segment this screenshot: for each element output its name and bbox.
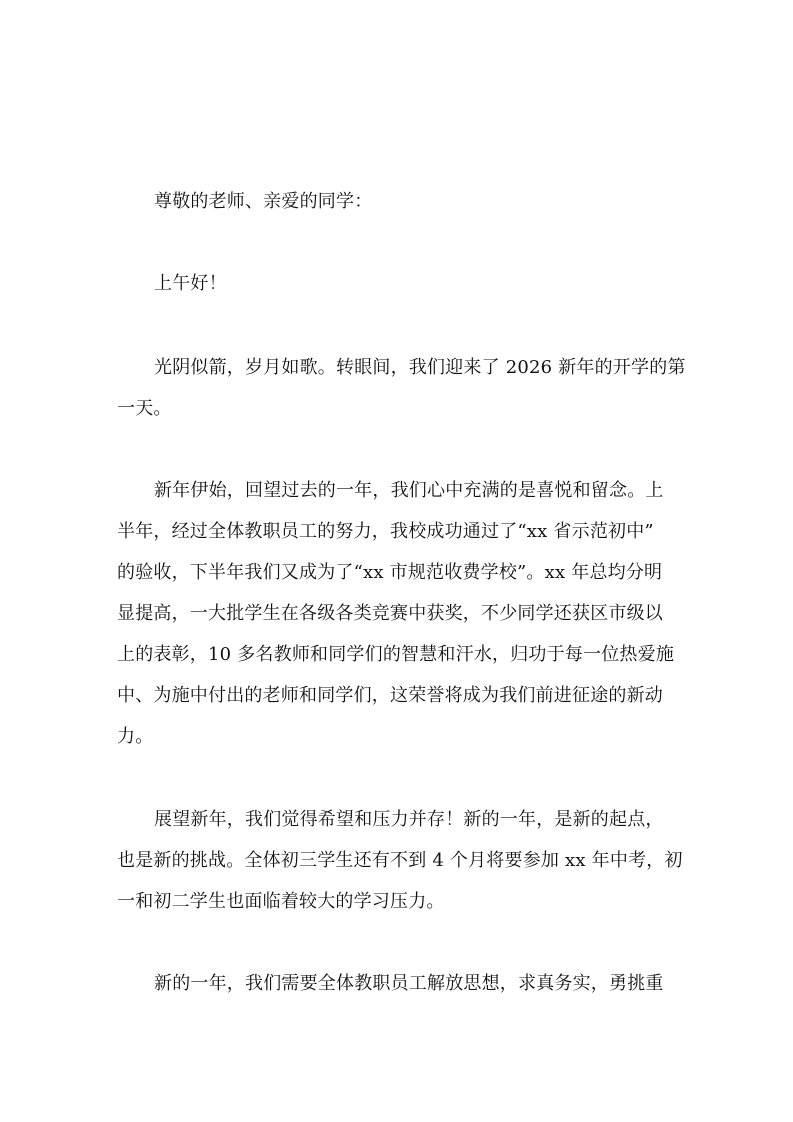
paragraph-line: 新年伊始，回望过去的一年，我们心中充满的是喜悦和留念。上 (154, 480, 664, 501)
paragraph-line: 光阴似箭，岁月如歌。转眼间，我们迎来了 2026 新年的开学的第 (154, 357, 686, 378)
paragraph-line: 的验收，下半年我们又成为了“xx 市规范收费学校”。xx 年总均分明 (117, 562, 663, 583)
paragraph-line: 中、为施中付出的老师和同学们，这荣誉将成为我们前进征途的新动 (117, 685, 663, 706)
paragraph-line: 显提高，一大批学生在各级各类竞赛中获奖，不少同学还获区市级以 (117, 603, 663, 624)
paragraph-line: 新的一年，我们需要全体教职员工解放思想，求真务实，勇挑重 (154, 973, 664, 994)
paragraph-line: 一和初二学生也面临着较大的学习压力。 (117, 891, 445, 912)
paragraph-line: 一天。 (117, 398, 172, 419)
paragraph-line: 也是新的挑战。全体初三学生还有不到 4 个月将要参加 xx 年中考，初 (117, 850, 683, 871)
paragraph-line: 力。 (117, 726, 154, 747)
greeting: 上午好！ (154, 273, 227, 294)
paragraph-line: 展望新年，我们觉得希望和压力并存！新的一年，是新的起点， (154, 809, 664, 830)
salutation: 尊敬的老师、亲爱的同学： (154, 191, 373, 212)
paragraph-line: 半年，经过全体教职员工的努力，我校成功通过了“xx 省示范初中” (117, 521, 654, 542)
paragraph-line: 上的表彰，10 多名教师和同学们的智慧和汗水，归功于每一位热爱施 (117, 644, 675, 665)
